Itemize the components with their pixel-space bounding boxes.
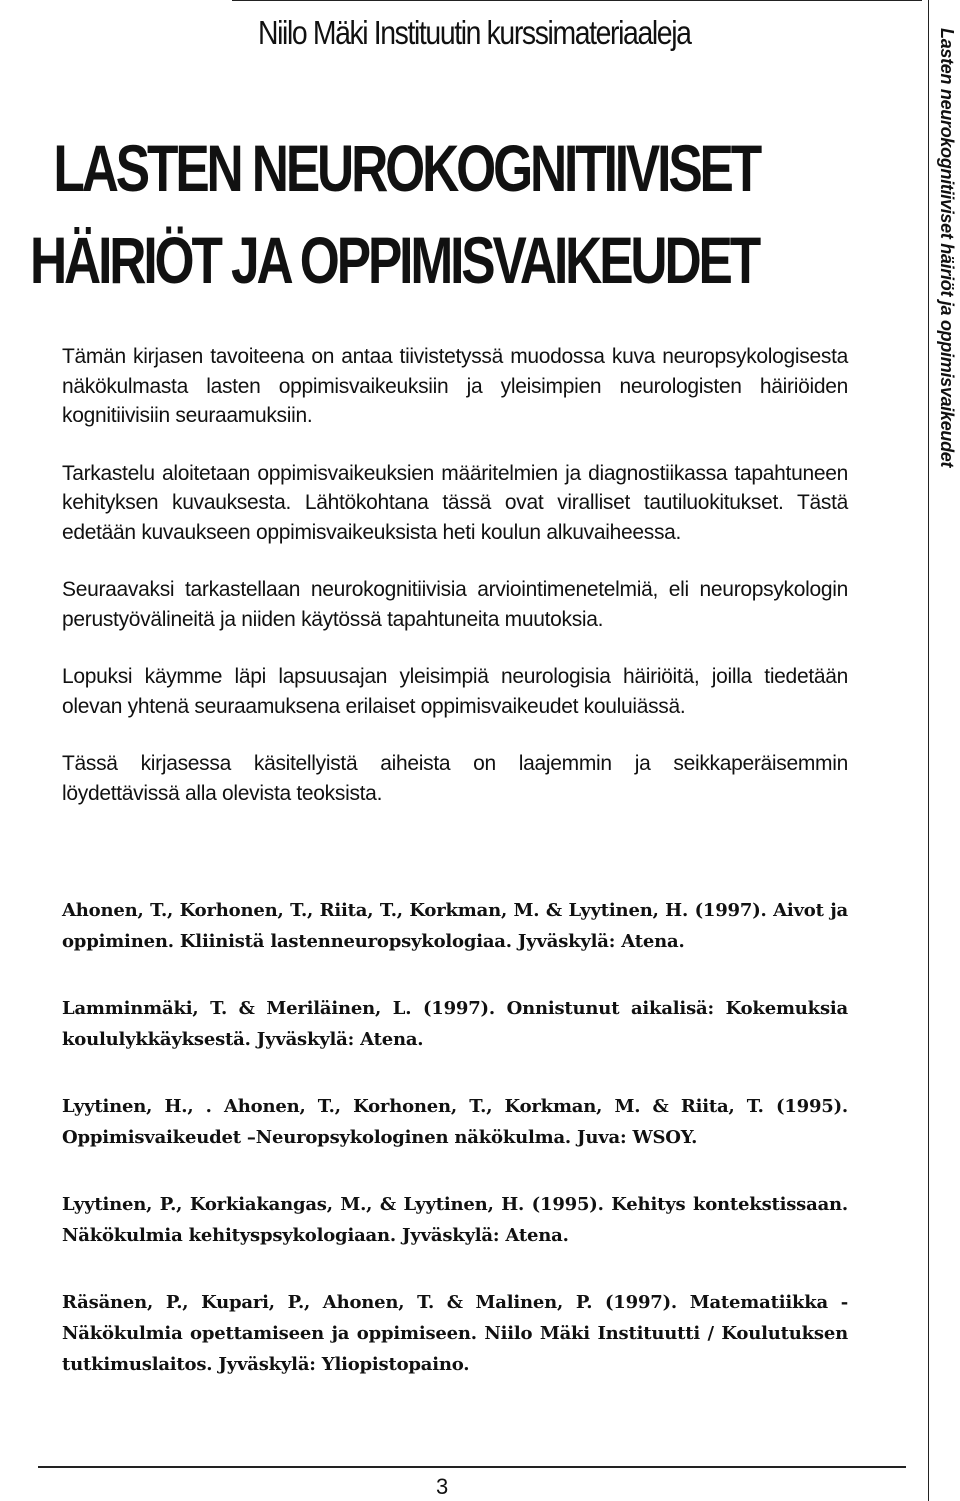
page-number: 3 [436,1474,449,1499]
paragraph: Lopuksi käymme läpi lapsuusajan yleisimpiä neurologisia häiriöitä, joilla tiedetään olevan yhtenä seuraamuksena erilaiset oppimisvaikeudet kouluiässä. [62,665,848,718]
paragraph: Tässä kirjasessa käsitellyistä aiheista on laajemmin ja seikkaperäisemmin löydettävissä alla olevista teoksista. [62,752,848,805]
paragraph: Tämän kirjasen tavoiteena on antaa tiivistetyssä muodossa kuva neuropsykologisesta näkökulmasta lasten oppimisvaikeuksiin ja yleisimpien neurologisten häiriöiden kognitiivisiin seuraamuksiin. [62,345,848,427]
reference-item: Lyytinen, H., . Ahonen, T., Korhonen, T., Korkman, M. & Riita, T. (1995). Oppimisvaikeudet –Neuropsykologinen näkökulma. Juva: WSOY. [62,1096,848,1148]
paragraph: Tarkastelu aloitetaan oppimisvaikeuksien määritelmien ja diagnostiikassa tapahtuneen kehityksen kuvauksesta. Lähtökohtana tässä ovat viralliset tautiluokitukset. Tästä edetään kuvaukseen oppimisvaikeuksista heti koulun alkuvaiheessa. [62,461,848,544]
paragraph: Seuraavaksi tarkastellaan neurokognitiivisia arviointimenetelmiä, eli neuropsykologin perustyövälineitä ja niiden käytössä tapahtuneita muutoksia. [62,578,848,631]
running-header: Niilo Mäki Instituutin kurssimateriaaleja [258,14,691,51]
page-title [30,122,760,306]
title-line-2: HÄIRIÖT JA OPPIMISVAIKEUDET [30,223,759,297]
footer-rule [38,1466,906,1468]
reference-item: Ahonen, T., Korhonen, T., Riita, T., Korkman, M. & Lyytinen, H. (1997). Aivot ja oppiminen. Kliinistä lastenneuropsykologiaa. Jyväskylä: Atena. [62,900,848,952]
header-rule [232,0,922,1]
reference-item: Räsänen, P., Kupari, P., Ahonen, T. & Malinen, P. (1997). Matematiikka - Näkökulmia opettamiseen ja oppimiseen. Niilo Mäki Instituutti / Koulutuksen tutkimuslaitos. Jyväskylä: Yliopistopaino. [62,1292,848,1375]
reference-item: Lamminmäki, T. & Meriläinen, L. (1997). Onnistunut aikalisä: Kokemuksia koululykkäyksestä. Jyväskylä: Atena. [62,998,848,1050]
side-running-title: Lasten neurokognitiiviset häiriöt ja oppimisvaikeudet [937,28,957,468]
reference-list [62,895,848,1416]
title-line-1: LASTEN NEUROKOGNITIIVISET [53,131,760,205]
reference-item: Lyytinen, P., Korkiakangas, M., & Lyytinen, H. (1995). Kehitys kontekstissaan. Näkökulmia kehityspsykologiaan. Jyväskylä: Atena. [62,1194,848,1246]
intro-text [62,342,848,836]
